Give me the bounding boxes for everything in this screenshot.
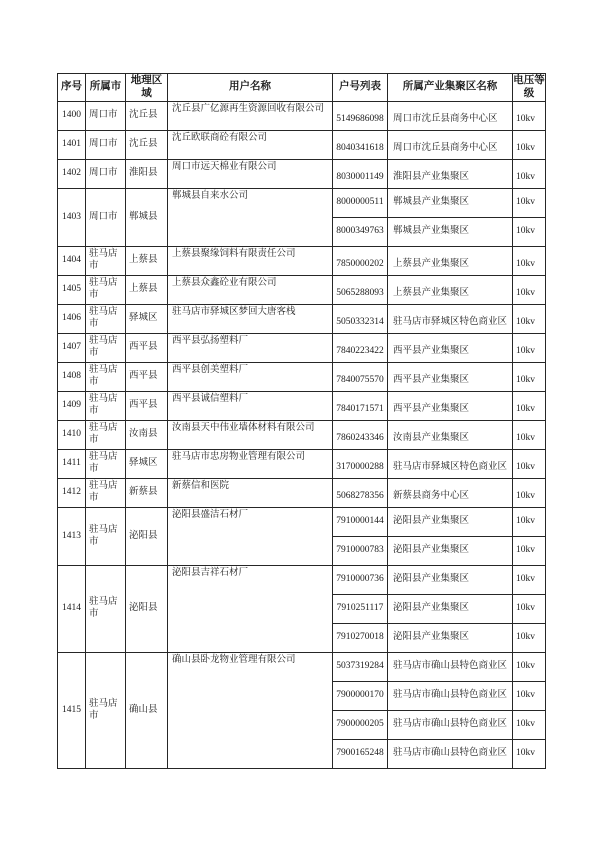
table-row: [58, 479, 546, 508]
cluster-name: 上蔡县产业集聚区: [388, 247, 513, 276]
column-header-region: 地理区域: [126, 74, 168, 102]
cluster-name: 西平县产业集聚区: [388, 392, 513, 421]
voltage-level: 10kv: [513, 682, 546, 711]
user-name: 驻马店市驿城区梦回大唐客栈: [168, 305, 333, 334]
cluster-name: 驻马店市确山县特色商业区: [388, 653, 513, 682]
cluster-name: 驻马店市确山县特色商业区: [388, 682, 513, 711]
table-row: [58, 276, 546, 305]
city-name: 驻马店市: [86, 508, 126, 566]
voltage-level: 10kv: [513, 624, 546, 653]
sequence-number: 1412: [58, 479, 86, 508]
account-number: 7840171571: [333, 392, 388, 421]
voltage-level: 10kv: [513, 189, 546, 218]
sequence-number: 1407: [58, 334, 86, 363]
city-name: 驻马店市: [86, 247, 126, 276]
account-number: 5050332314: [333, 305, 388, 334]
sequence-number: 1410: [58, 421, 86, 450]
region-name: 新蔡县: [126, 479, 168, 508]
cluster-name: 泌阳县产业集聚区: [388, 508, 513, 537]
voltage-level: 10kv: [513, 508, 546, 537]
table-row: [58, 363, 546, 392]
user-name: 确山县卧龙物业管理有限公司: [168, 653, 333, 769]
voltage-level: 10kv: [513, 653, 546, 682]
table-header-row: [58, 74, 546, 102]
table-row: [58, 305, 546, 334]
table-row: [58, 334, 546, 363]
city-name: 驻马店市: [86, 305, 126, 334]
column-header-city: 所属市: [86, 74, 126, 102]
voltage-level: 10kv: [513, 566, 546, 595]
voltage-level: 10kv: [513, 537, 546, 566]
user-name: 沈丘欧联商砼有限公司: [168, 131, 333, 160]
sequence-number: 1401: [58, 131, 86, 160]
voltage-level: 10kv: [513, 711, 546, 740]
voltage-level: 10kv: [513, 218, 546, 247]
region-name: 郸城县: [126, 189, 168, 247]
column-header-username: 用户名称: [168, 74, 333, 102]
sequence-number: 1404: [58, 247, 86, 276]
column-header-account-list: 户号列表: [333, 74, 388, 102]
cluster-name: 新蔡县商务中心区: [388, 479, 513, 508]
sequence-number: 1409: [58, 392, 86, 421]
region-name: 汝南县: [126, 421, 168, 450]
account-number: 8040341618: [333, 131, 388, 160]
column-header-voltage-level: 电压等级: [513, 74, 546, 102]
user-name: 汝南县天中伟业墙体材料有限公司: [168, 421, 333, 450]
region-name: 沈丘县: [126, 131, 168, 160]
voltage-level: 10kv: [513, 392, 546, 421]
city-name: 驻马店市: [86, 653, 126, 769]
sequence-number: 1408: [58, 363, 86, 392]
city-name: 驻马店市: [86, 334, 126, 363]
region-name: 泌阳县: [126, 566, 168, 653]
cluster-name: 泌阳县产业集聚区: [388, 566, 513, 595]
user-name: 郸城县自来水公司: [168, 189, 333, 247]
cluster-name: 泌阳县产业集聚区: [388, 537, 513, 566]
industrial-cluster-user-table: [57, 73, 546, 769]
table-row: [58, 102, 546, 131]
table-header: [58, 74, 546, 102]
voltage-level: 10kv: [513, 363, 546, 392]
cluster-name: 周口市沈丘县商务中心区: [388, 102, 513, 131]
table-row: [58, 189, 546, 218]
voltage-level: 10kv: [513, 421, 546, 450]
voltage-level: 10kv: [513, 160, 546, 189]
sequence-number: 1406: [58, 305, 86, 334]
sequence-number: 1414: [58, 566, 86, 653]
cluster-name: 泌阳县产业集聚区: [388, 595, 513, 624]
region-name: 泌阳县: [126, 508, 168, 566]
account-number: 5037319284: [333, 653, 388, 682]
user-name: 西平县诚信塑料厂: [168, 392, 333, 421]
region-name: 确山县: [126, 653, 168, 769]
region-name: 上蔡县: [126, 276, 168, 305]
user-name: 西平县创美塑料厂: [168, 363, 333, 392]
user-name: 沈丘县广亿源再生资源回收有限公司: [168, 102, 333, 131]
user-name: 新蔡信和医院: [168, 479, 333, 508]
voltage-level: 10kv: [513, 131, 546, 160]
account-number: 8000349763: [333, 218, 388, 247]
table-row: [58, 160, 546, 189]
city-name: 驻马店市: [86, 479, 126, 508]
city-name: 周口市: [86, 131, 126, 160]
cluster-name: 驻马店市驿城区特色商业区: [388, 305, 513, 334]
user-name: 周口市远天棉业有限公司: [168, 160, 333, 189]
region-name: 西平县: [126, 392, 168, 421]
account-number: 7910000144: [333, 508, 388, 537]
user-name: 上蔡县众鑫砼业有限公司: [168, 276, 333, 305]
region-name: 西平县: [126, 363, 168, 392]
sequence-number: 1403: [58, 189, 86, 247]
sequence-number: 1413: [58, 508, 86, 566]
sequence-number: 1400: [58, 102, 86, 131]
account-number: 7860243346: [333, 421, 388, 450]
cluster-name: 郸城县产业集聚区: [388, 189, 513, 218]
voltage-level: 10kv: [513, 305, 546, 334]
region-name: 驿城区: [126, 305, 168, 334]
user-name: 泌阳县吉祥石材厂: [168, 566, 333, 653]
cluster-name: 淮阳县产业集聚区: [388, 160, 513, 189]
cluster-name: 驻马店市驿城区特色商业区: [388, 450, 513, 479]
city-name: 周口市: [86, 102, 126, 131]
cluster-name: 驻马店市确山县特色商业区: [388, 711, 513, 740]
region-name: 驿城区: [126, 450, 168, 479]
cluster-name: 上蔡县产业集聚区: [388, 276, 513, 305]
account-number: 5149686098: [333, 102, 388, 131]
account-number: 8030001149: [333, 160, 388, 189]
account-number: 7900000205: [333, 711, 388, 740]
sequence-number: 1415: [58, 653, 86, 769]
cluster-name: 周口市沈丘县商务中心区: [388, 131, 513, 160]
region-name: 沈丘县: [126, 102, 168, 131]
voltage-level: 10kv: [513, 334, 546, 363]
sequence-number: 1402: [58, 160, 86, 189]
column-header-cluster-name: 所属产业集聚区名称: [388, 74, 513, 102]
cluster-name: 驻马店市确山县特色商业区: [388, 740, 513, 769]
city-name: 驻马店市: [86, 392, 126, 421]
cluster-name: 西平县产业集聚区: [388, 363, 513, 392]
voltage-level: 10kv: [513, 276, 546, 305]
account-number: 7900000170: [333, 682, 388, 711]
account-number: 8000000511: [333, 189, 388, 218]
table-row: [58, 247, 546, 276]
city-name: 驻马店市: [86, 421, 126, 450]
city-name: 周口市: [86, 160, 126, 189]
voltage-level: 10kv: [513, 740, 546, 769]
cluster-name: 泌阳县产业集聚区: [388, 624, 513, 653]
account-number: 7910000736: [333, 566, 388, 595]
user-name: 上蔡县聚缘饲料有限责任公司: [168, 247, 333, 276]
user-name: 西平县弘扬塑料厂: [168, 334, 333, 363]
region-name: 西平县: [126, 334, 168, 363]
account-number: 5068278356: [333, 479, 388, 508]
account-number: 7850000202: [333, 247, 388, 276]
table-body: [58, 102, 546, 769]
voltage-level: 10kv: [513, 102, 546, 131]
table-row: [58, 450, 546, 479]
cluster-name: 郸城县产业集聚区: [388, 218, 513, 247]
sequence-number: 1411: [58, 450, 86, 479]
column-header-seq: 序号: [58, 74, 86, 102]
table-row: [58, 566, 546, 595]
account-number: 7910000783: [333, 537, 388, 566]
sequence-number: 1405: [58, 276, 86, 305]
voltage-level: 10kv: [513, 450, 546, 479]
cluster-name: 汝南县产业集聚区: [388, 421, 513, 450]
account-number: 7840075570: [333, 363, 388, 392]
cluster-name: 西平县产业集聚区: [388, 334, 513, 363]
city-name: 驻马店市: [86, 566, 126, 653]
city-name: 驻马店市: [86, 363, 126, 392]
city-name: 周口市: [86, 189, 126, 247]
table-row: [58, 508, 546, 537]
voltage-level: 10kv: [513, 247, 546, 276]
user-name: 泌阳县盛洁石材厂: [168, 508, 333, 566]
region-name: 淮阳县: [126, 160, 168, 189]
account-number: 7840223422: [333, 334, 388, 363]
account-number: 3170000288: [333, 450, 388, 479]
account-number: 5065288093: [333, 276, 388, 305]
table-row: [58, 653, 546, 682]
table-row: [58, 392, 546, 421]
city-name: 驻马店市: [86, 276, 126, 305]
table-row: [58, 131, 546, 160]
region-name: 上蔡县: [126, 247, 168, 276]
account-number: 7900165248: [333, 740, 388, 769]
voltage-level: 10kv: [513, 479, 546, 508]
user-name: 驻马店市忠房物业管理有限公司: [168, 450, 333, 479]
account-number: 7910270018: [333, 624, 388, 653]
account-number: 7910251117: [333, 595, 388, 624]
voltage-level: 10kv: [513, 595, 546, 624]
city-name: 驻马店市: [86, 450, 126, 479]
table-row: [58, 421, 546, 450]
